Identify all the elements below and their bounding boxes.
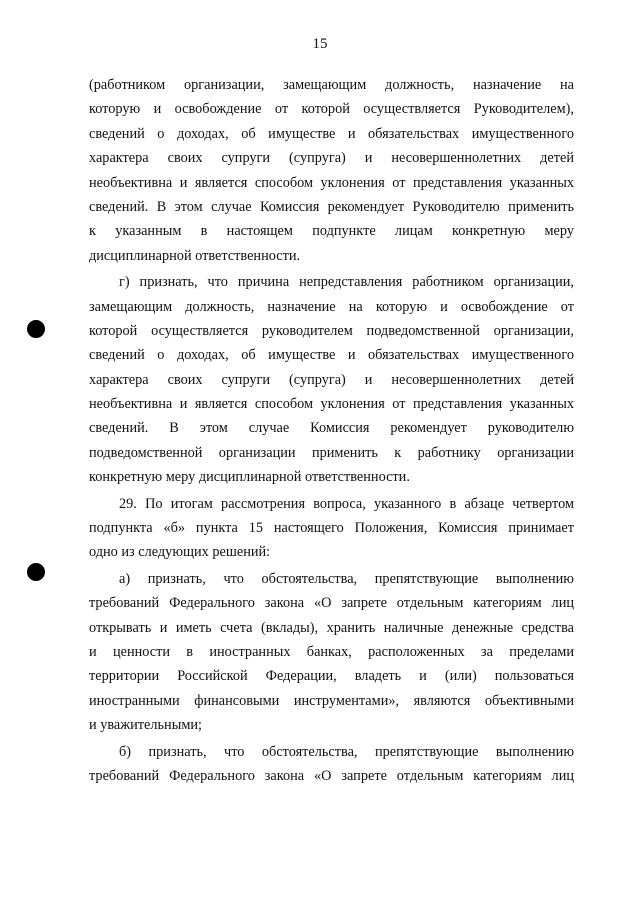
- text-line: дисциплинарной ответственности.: [89, 247, 301, 264]
- text-line: г) признать, что причина непредставления работником организации,: [119, 274, 574, 291]
- text-line: замещающим должность, назначение на которую и освобождение от: [89, 298, 574, 315]
- text-line: и уважительными;: [89, 717, 202, 734]
- text-line: конкретную меру дисциплинарной ответственности.: [89, 469, 410, 486]
- text-line: сведений о доходах, об имуществе и обязательствах имущественного: [89, 347, 574, 364]
- text-line: характера своих супруги (супруга) и несовершеннолетних детей: [89, 371, 574, 388]
- text-line: б) признать, что обстоятельства, препятствующие выполнению: [119, 743, 574, 760]
- text-line: сведений о доходах, об имуществе и обязательствах имущественного: [89, 125, 574, 142]
- text-line: открывать и иметь счета (вклады), хранить наличные денежные средства: [89, 619, 574, 636]
- text-line: подпункта «б» пункта 15 настоящего Положения, Комиссия принимает: [89, 520, 574, 537]
- page-number: 15: [312, 36, 328, 52]
- text-line: а) признать, что обстоятельства, препятствующие выполнению: [119, 570, 574, 587]
- text-line: иностранными финансовыми инструментами», являются объективными: [89, 692, 574, 709]
- text-line: одно из следующих решений:: [89, 544, 271, 561]
- text-line: необъективна и является способом уклонения от представления указанных: [89, 174, 574, 191]
- text-line: сведений. В этом случае Комиссия рекомендует руководителю: [89, 420, 574, 437]
- punch-hole-mark: [27, 563, 45, 581]
- text-line: необъективна и является способом уклонения от представления указанных: [89, 396, 574, 413]
- document-body: [89, 73, 574, 788]
- text-line: территории Российской Федерации, владеть и (или) пользоваться: [89, 668, 574, 685]
- text-line: (работником организации, замещающим должность, назначение на: [89, 77, 574, 93]
- text-line: которую и освобождение от которой осуществляется Руководителем),: [89, 101, 574, 118]
- punch-hole-mark: [27, 320, 45, 338]
- text-line: которой осуществляется руководителем подведомственной организации,: [89, 322, 574, 339]
- text-line: подведомственной организации применить к работнику организации: [89, 444, 574, 461]
- text-line: сведений. В этом случае Комиссия рекомендует Руководителю применить: [89, 198, 574, 215]
- text-line: характера своих супруги (супруга) и несовершеннолетних детей: [89, 150, 574, 167]
- text-line: 29. По итогам рассмотрения вопроса, указанного в абзаце четвертом: [119, 495, 574, 512]
- text-line: требований Федерального закона «О запрете отдельным категориям лиц: [89, 767, 574, 784]
- text-line: требований Федерального закона «О запрете отдельным категориям лиц: [89, 595, 574, 612]
- text-line: и ценности в иностранных банках, расположенных за пределами: [89, 643, 574, 660]
- text-line: к указанным в настоящем подпункте лицам конкретную меру: [89, 223, 574, 240]
